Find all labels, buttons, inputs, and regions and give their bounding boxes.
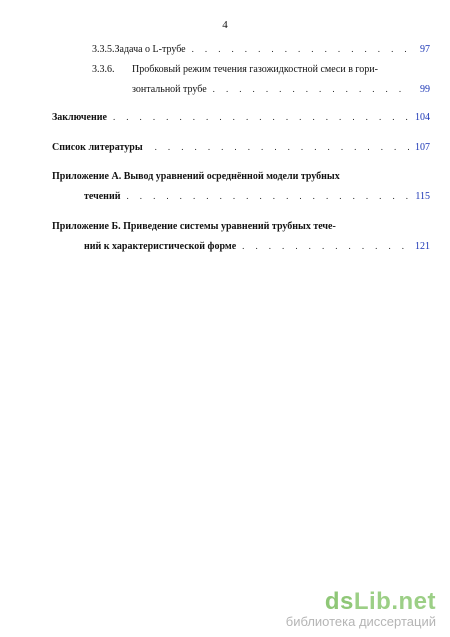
leader-dots xyxy=(213,83,410,95)
entry-title-line-2: течений xyxy=(84,191,121,202)
entry-page-link[interactable]: 121 xyxy=(415,241,430,252)
entry-title: Задача о L-трубе xyxy=(114,44,186,55)
entry-page-link[interactable]: 104 xyxy=(415,112,430,123)
leader-dots xyxy=(242,240,410,252)
entry-page-link[interactable]: 97 xyxy=(420,44,430,55)
entry-page-link[interactable]: 99 xyxy=(420,84,430,95)
section-number: 3.3.6. xyxy=(92,64,115,75)
entry-title-line-2: ний к характеристической форме xyxy=(84,241,237,252)
page-number: 4 xyxy=(222,19,228,31)
toc-entry-appendix-a-line-1[interactable]: Приложение А. Вывод уравнений осреднённой модели трубных xyxy=(52,171,340,182)
toc-entry-references[interactable] xyxy=(52,141,430,154)
leader-dots xyxy=(192,43,410,55)
entry-title-line-1: Пробковый режим течения газожидкостной смеси в гори- xyxy=(132,64,378,75)
toc-entry-3-3-5[interactable] xyxy=(92,43,430,56)
toc-entry-3-3-6-cont[interactable] xyxy=(132,83,430,96)
toc-entry-appendix-b-line-1[interactable]: Приложение Б. Приведение системы уравнений трубных тече- xyxy=(52,221,336,232)
watermark-logo xyxy=(286,590,436,614)
leader-dots xyxy=(126,190,410,202)
toc-entry-appendix-a[interactable] xyxy=(84,190,430,203)
leader-dots xyxy=(155,141,410,153)
leader-dots xyxy=(113,111,410,123)
toc-entry-appendix-b[interactable] xyxy=(84,240,430,253)
entry-title: Список литературы xyxy=(52,142,143,153)
logo-rest: Lib.net xyxy=(353,588,436,615)
entry-title-line-2: зонтальной трубе xyxy=(132,84,207,95)
entry-title: Заключение xyxy=(52,112,107,123)
entry-page-link[interactable]: 107 xyxy=(415,142,430,153)
watermark xyxy=(286,590,436,629)
section-number: 3.3.5. xyxy=(92,44,115,55)
toc-entry-3-3-6[interactable] xyxy=(92,64,430,76)
logo-ds: ds xyxy=(324,588,354,615)
entry-page-link[interactable]: 115 xyxy=(415,191,430,202)
toc-entry-conclusion[interactable] xyxy=(52,111,430,124)
watermark-subtitle: библиотека диссертаций xyxy=(285,614,436,629)
